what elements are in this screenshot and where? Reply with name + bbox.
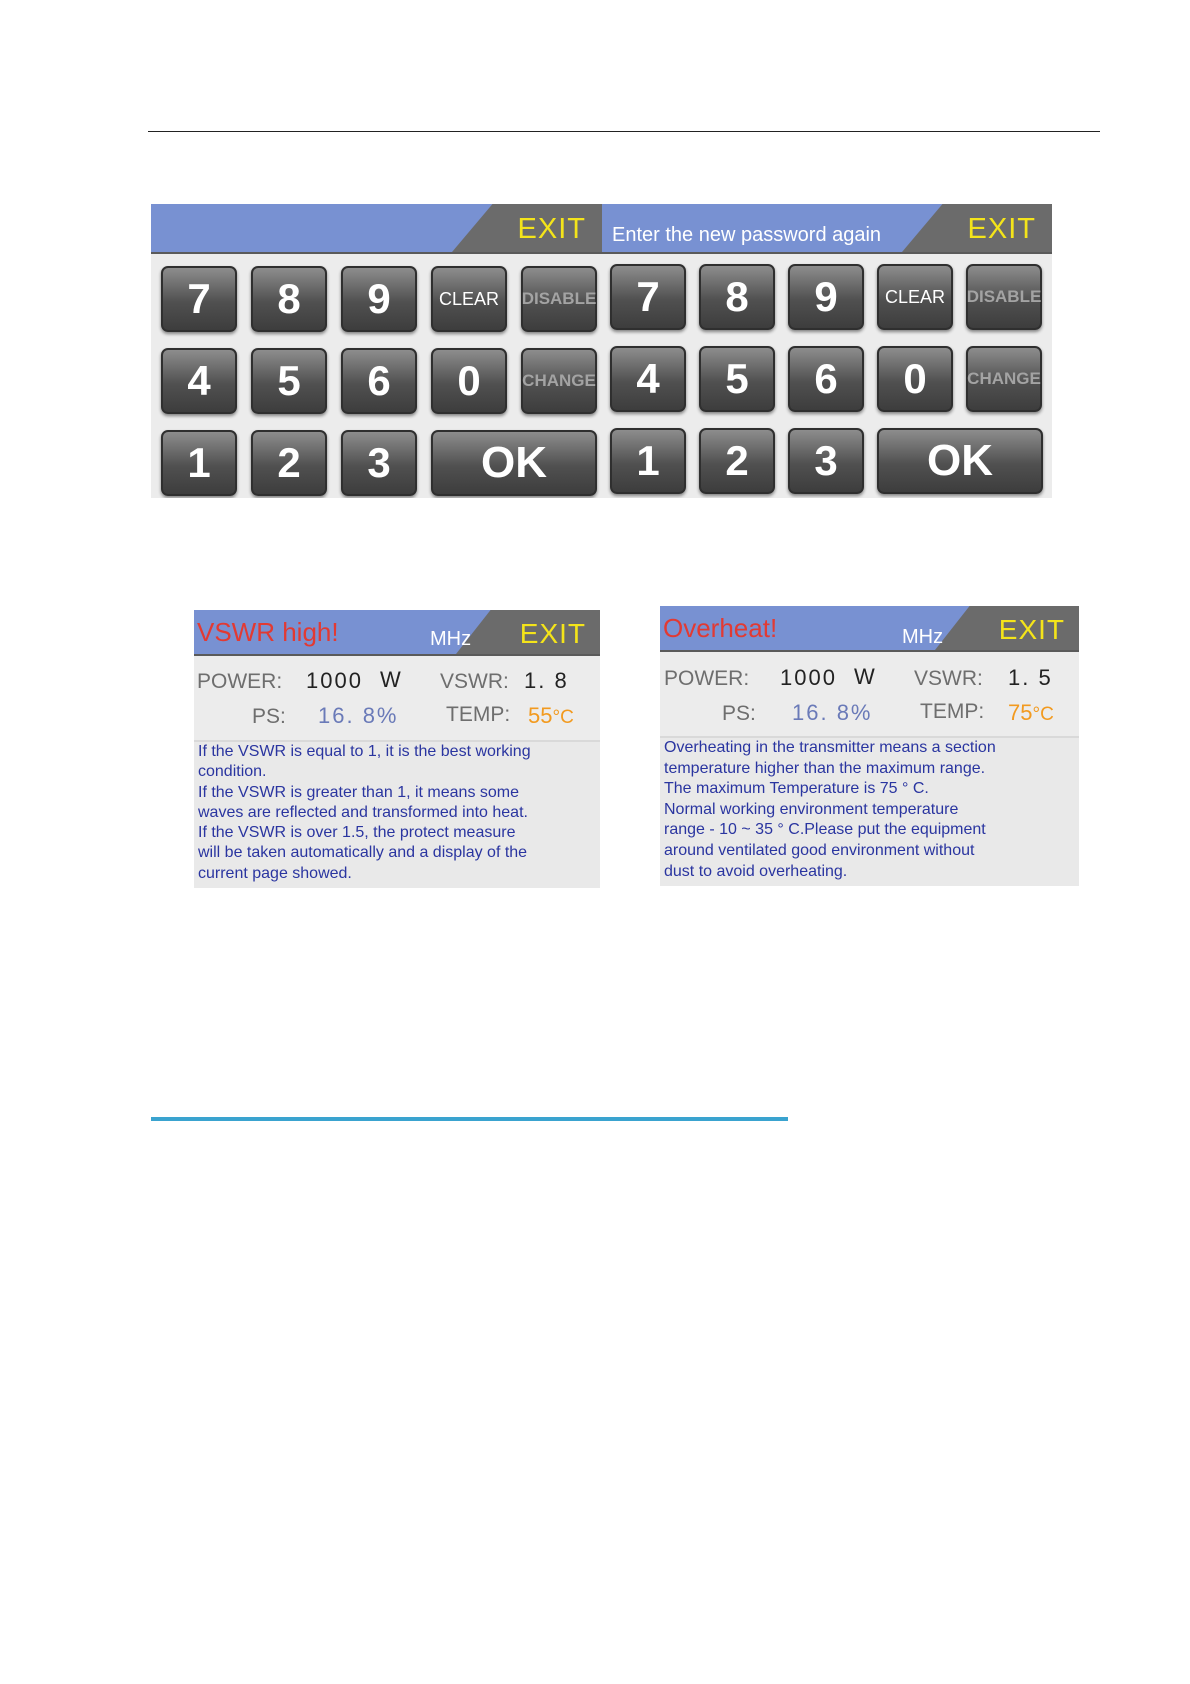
divider xyxy=(151,252,602,254)
vswr-alert-screen xyxy=(194,610,600,888)
key-6[interactable]: 6 xyxy=(341,348,417,414)
alert-title: Overheat! xyxy=(663,613,778,643)
key-4[interactable]: 4 xyxy=(161,348,237,414)
clear-button[interactable]: CLEAR xyxy=(877,264,953,330)
overheat-description: Overheating in the transmitter means a section temperature higher than the maximum range. The maximum Temperature is 75 ° C. Normal working environment temperature range - 10 ~ 35 ° C.Please put the equipment around ventilated good environment without dust to avoid overheating. xyxy=(664,739,996,880)
key-1[interactable]: 1 xyxy=(610,428,686,494)
temp-label: TEMP: xyxy=(446,703,511,726)
key-2[interactable]: 2 xyxy=(699,428,775,494)
key-5[interactable]: 5 xyxy=(699,346,775,412)
exit-button[interactable]: EXIT xyxy=(967,213,1036,245)
overheat-alert-screen xyxy=(660,606,1079,886)
page-header-rule xyxy=(148,131,1100,132)
key-4[interactable]: 4 xyxy=(610,346,686,412)
power-label: POWER: xyxy=(197,670,283,693)
key-9[interactable]: 9 xyxy=(341,266,417,332)
ok-button[interactable]: OK xyxy=(877,428,1043,494)
key-9[interactable]: 9 xyxy=(788,264,864,330)
key-5[interactable]: 5 xyxy=(251,348,327,414)
exit-button[interactable]: EXIT xyxy=(517,213,586,245)
keypad-screen-left xyxy=(151,204,602,498)
divider xyxy=(602,252,1052,254)
divider xyxy=(660,650,1079,652)
power-value: 1000 xyxy=(306,668,363,693)
ps-value: 16. 8% xyxy=(792,700,873,725)
power-unit: W xyxy=(854,664,877,689)
frequency-unit: MHz xyxy=(430,628,472,650)
key-7[interactable]: 7 xyxy=(610,264,686,330)
key-0[interactable]: 0 xyxy=(877,346,953,412)
ok-button[interactable]: OK xyxy=(431,430,597,496)
frequency-unit: MHz xyxy=(902,626,944,648)
key-3[interactable]: 3 xyxy=(788,428,864,494)
disable-button[interactable]: DISABLE xyxy=(521,266,597,332)
key-2[interactable]: 2 xyxy=(251,430,327,496)
keypad-screen-right xyxy=(602,204,1052,498)
key-6[interactable]: 6 xyxy=(788,346,864,412)
temp-value: 55°C xyxy=(528,703,574,728)
alert-title: VSWR high! xyxy=(197,617,339,647)
key-8[interactable]: 8 xyxy=(251,266,327,332)
vswr-value: 1. 8 xyxy=(524,668,569,693)
vswr-label: VSWR: xyxy=(914,667,983,690)
ps-label: PS: xyxy=(722,702,756,725)
clear-button[interactable]: CLEAR xyxy=(431,266,507,332)
change-button[interactable]: CHANGE xyxy=(521,348,597,414)
change-button[interactable]: CHANGE xyxy=(966,346,1042,412)
vswr-value: 1. 5 xyxy=(1008,665,1053,690)
vswr-label: VSWR: xyxy=(440,670,509,693)
key-7[interactable]: 7 xyxy=(161,266,237,332)
ps-value: 16. 8% xyxy=(318,703,399,728)
key-0[interactable]: 0 xyxy=(431,348,507,414)
key-3[interactable]: 3 xyxy=(341,430,417,496)
exit-button[interactable]: EXIT xyxy=(519,618,586,649)
exit-button[interactable]: EXIT xyxy=(998,614,1065,645)
keypad-title: Enter the new password again xyxy=(612,224,882,246)
temp-value: 75°C xyxy=(1008,700,1054,725)
key-1[interactable]: 1 xyxy=(161,430,237,496)
disable-button[interactable]: DISABLE xyxy=(966,264,1042,330)
power-label: POWER: xyxy=(664,667,750,690)
section-divider xyxy=(151,1117,788,1121)
temp-label: TEMP: xyxy=(920,700,985,723)
power-unit: W xyxy=(380,667,403,692)
power-value: 1000 xyxy=(780,665,837,690)
divider xyxy=(194,654,600,656)
vswr-description: If the VSWR is equal to 1, it is the best working condition. If the VSWR is greater than 1, it means some waves are reflected and transformed into heat. If the VSWR is over 1.5, the protect measure will be taken automatically and a display of the current page showed. xyxy=(198,743,531,882)
ps-label: PS: xyxy=(252,705,286,728)
key-8[interactable]: 8 xyxy=(699,264,775,330)
